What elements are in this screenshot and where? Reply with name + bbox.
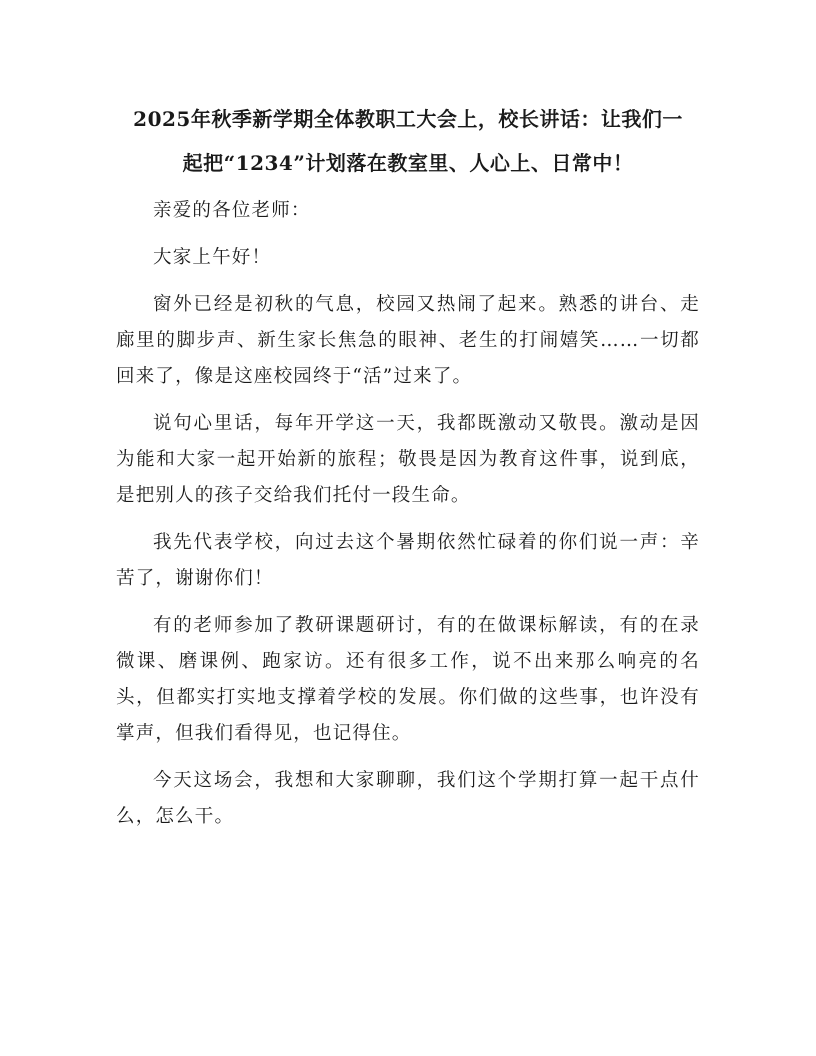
paragraph-excitement-reverence: 说句心里话，每年开学这一天，我都既激动又敬畏。激动是因为能和大家一起开始新的旅程；敬畏是因为教育这件事，说到底，是把别人的孩子交给我们托付一段生命。 — [116, 413, 700, 506]
paragraph-meeting-purpose: 今天这场会，我想和大家聊聊，我们这个学期打算一起干点什么，怎么干。 — [116, 770, 700, 827]
title-line-1: 2025年秋季新学期全体教职工大会上，校长讲话：让我们一 — [133, 107, 683, 131]
page-title — [116, 97, 700, 185]
paragraph-thanks: 我先代表学校，向过去这个暑期依然忙碌着的你们说一声：辛苦了，谢谢你们！ — [116, 532, 700, 589]
paragraph-autumn-campus: 窗外已经是初秋的气息，校园又热闹了起来。熟悉的讲台、走廊里的脚步声、新生家长焦急的眼神、老生的打闹嬉笑……一切都回来了，像是这座校园终于“活”过来了。 — [116, 294, 700, 387]
salutation: 亲爱的各位老师： — [153, 200, 311, 221]
paragraph-summer-work: 有的老师参加了教研课题研讨，有的在做课标解读，有的在录微课、磨课例、跑家访。还有很多工作，说不出来那么响亮的名头，但都实打实地支撑着学校的发展。你们做的这些事，也许没有掌声，但我们看得见，也记得住。 — [116, 615, 700, 744]
title-line-2: 起把“1234”计划落在教室里、人心上、日常中！ — [182, 151, 634, 175]
greeting: 大家上午好！ — [153, 247, 272, 268]
